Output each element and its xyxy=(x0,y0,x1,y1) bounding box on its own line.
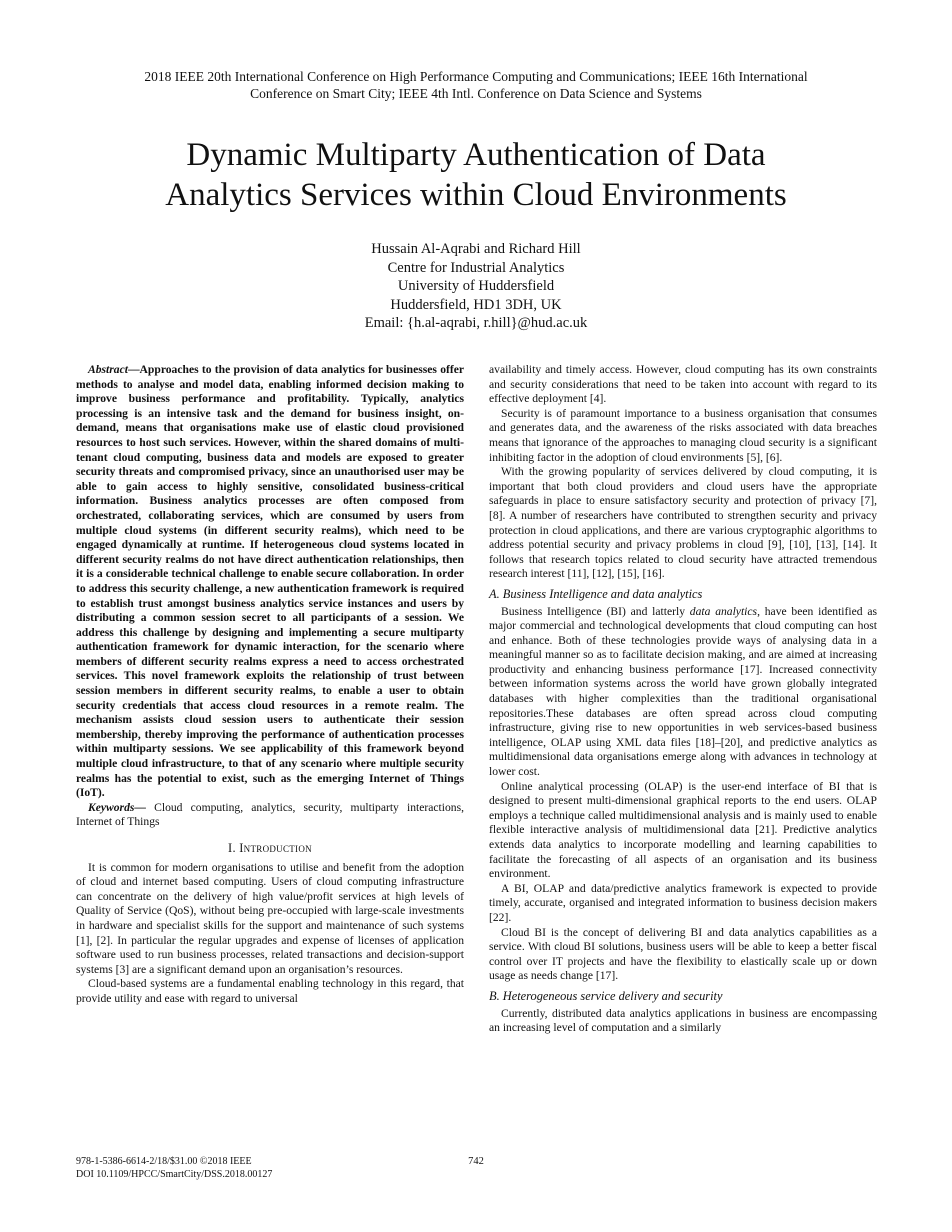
author-names: Hussain Al-Aqrabi and Richard Hill xyxy=(371,241,581,257)
abstract xyxy=(76,363,464,801)
section-heading-introduction: I. Introduction xyxy=(228,841,312,855)
paper-title xyxy=(60,135,892,215)
intro-paragraph-2-continued: availability and timely access. However, cloud computing has its own constraints and security considerations that need to be taken into account with regard to its effective deployment [4]. xyxy=(489,363,877,406)
subsection-a-paragraph-3: A BI, OLAP and data/predictive analytics framework is expected to provide timely, accurate, organised and integrated information to business decision makers [22]. xyxy=(489,881,877,924)
author-university: University of Huddersfield xyxy=(397,278,555,294)
keywords-label: Keywords— xyxy=(88,800,146,814)
intro-paragraph-4: With the growing popularity of services delivered by cloud computing, it is important that both cloud providers and cloud users have the appropriate safeguards in place to ensure satisfactory security and protection of privacy [7], [8]. A number of researchers have contributed to strengthen security and privacy protection in cloud applications, and there are various cryptographic algorithms to address potential security and privacy problems in cloud [9], [10], [13], [14]. It follows that research topics related to cloud security have attracted tremendous research interest [11], [12], [15], [16]. xyxy=(489,465,877,581)
subsection-a-paragraph-2: Online analytical processing (OLAP) is the user-end interface of BI that is designed to present multi-dimensional graphical reports to the end users. OLAP employs a technique called multidimensional analysis and is mainly used to enable flexible interactive analysis of multidimensional data [21]. Predictive analytics extends data analytics to incorporate modelling and learning capabilities to facilitate the forecasting of all aspects of an organisation and its business environment. xyxy=(489,779,877,881)
footer-isbn: 978-1-5386-6614-2/18/$31.00 ©2018 IEEE xyxy=(76,1156,252,1167)
intro-paragraph-2: Cloud-based systems are a fundamental enabling technology in this regard, that provide utility and ease with regard to universal xyxy=(76,977,464,1005)
intro-paragraph-3: Security is of paramount importance to a business organisation that consumes and generates data, and the awareness of the risks associated with data breaches means that ignorance of the approaches to managing cloud security is a significant inhibiting factor in the adoption of cloud environments [5], [6]. xyxy=(489,406,877,464)
conference-line-1: 2018 IEEE 20th International Conference on High Performance Computing and Communications; IEEE 16th International xyxy=(144,69,808,84)
right-column xyxy=(489,363,877,1036)
subsection-b-paragraph-1: Currently, distributed data analytics applications in business are encompassing an increasing level of computation and a similarly xyxy=(489,1006,877,1035)
author-affiliation: Centre for Industrial Analytics xyxy=(387,259,565,276)
author-address: Huddersfield, HD1 3DH, UK xyxy=(390,296,562,313)
bi-text-rest: , have been identified as major commercial and technological developments that cloud computing can host and enhance. Both of these technologies provide ways of analysing data in a meaningful manner so as to facilitate decision making, and are aimed at increasing productivity and enhancing business performance [17]. Increased connectivity between information systems across the world have grown globally integrated databases with higher complexities than the traditional organisational repositories.These databases are often spread across cloud computing infrastructure, giving rise to new opportunities in web services-based business intelligence, OLAP using XML data files [18]–[20], and predictive analytics as multidimensional data organisations emerge along with advances in technology at lower cost. xyxy=(489,604,877,779)
subsection-heading-b: B. Heterogeneous service delivery and security xyxy=(489,988,723,1003)
abstract-text: —Approaches to the provision of data analytics for businesses offer methods to analyse and model data, enabling informed decision making to improve business performance and profitability. Typically, analytics processing is an intensive task and the demand for business insight, on-demand, means that organisations make use of elastic cloud provisioned resources to host such services. However, within the shared domains of multi-tenant cloud computing, business data and models are exposed to greater security threats and compromised privacy, since an unauthorised user may be able to gain access to highly sensitive, consolidated business-critical information. Business analytics processes are often composed from orchestrated, collaborating services, which are consumed by users from multiple cloud systems (in different security realms), which need to be engaged dynamically at runtime. If heterogeneous cloud systems located in different security realms do not have direct authentication relationships, then it is a considerable technical challenge to enable secure collaboration. In order to address this security challenge, a new authentication framework is required to establish trust amongst business analytics service instances and users by distributing a common session secret to all participants of a session. We address this challenge by designing and implementing a secure multiparty authentication framework for dynamic interaction, for the scenario where members of different security realms express a need to access orchestrated services. This novel framework exploits the relationship of trust between session members in different security realms, to enable a user to obtain security credentials that access cloud resources in a remote realm. The mechanism assists cloud session users to authenticate their session membership, thereby improving the performance of authentication processes within multiparty sessions. We see applicability of this framework beyond multiple cloud infrastructure, to that of any scenario where multiple security realms has the potential to exist, such as the emerging Internet of Things (IoT). xyxy=(76,363,464,800)
keywords xyxy=(76,801,464,830)
keywords-text: Cloud computing, analytics, security, multiparty interactions, Internet of Things xyxy=(76,800,464,829)
author-email: Email: {h.al-aqrabi, r.hill}@hud.ac.uk xyxy=(364,315,588,331)
intro-paragraph-1: It is common for modern organisations to utilise and benefit from the adoption of cloud and internet based computing. Users of cloud computing infrastructure can concentrate on the delivery of high value/profit services at high levels of Quality of Service (QoS), without being pre-occupied with large-scale investments in hardware and specialist skills for the support and maintenance of such systems [1], [2]. In particular the regular upgrades and expense of licenses of application software used to run business processes, related transactions and decision-support systems [3] are a significant demand upon an organisation’s resources. xyxy=(76,860,464,976)
title-line-1: Dynamic Multiparty Authentication of Data xyxy=(186,137,766,173)
subsection-a-paragraph-4: Cloud BI is the concept of delivering BI and data analytics capabilities as a service. With cloud BI solutions, business users will be able to keep a better fiscal control over IT projects and have the flexibility to elastically scale up or down usage as needs change [17]. xyxy=(489,925,877,983)
conference-line-2: Conference on Smart City; IEEE 4th Intl. Conference on Data Science and Systems xyxy=(250,86,702,101)
subsection-heading-a: A. Business Intelligence and data analytics xyxy=(489,586,703,601)
page-number: 742 xyxy=(468,1156,484,1167)
author-block xyxy=(60,240,892,333)
footer-doi: DOI 10.1109/HPCC/SmartCity/DSS.2018.00127 xyxy=(76,1168,273,1180)
conference-header xyxy=(60,68,892,102)
left-column xyxy=(76,363,464,1007)
title-line-2: Analytics Services within Cloud Environments xyxy=(165,177,787,213)
bi-emphasis: data analytics xyxy=(689,604,758,618)
bi-text-start: Business Intelligence (BI) and latterly xyxy=(501,604,690,618)
abstract-label: Abstract xyxy=(88,363,128,376)
footer-copyright xyxy=(76,1156,272,1181)
subsection-a-paragraph-1 xyxy=(489,605,877,780)
